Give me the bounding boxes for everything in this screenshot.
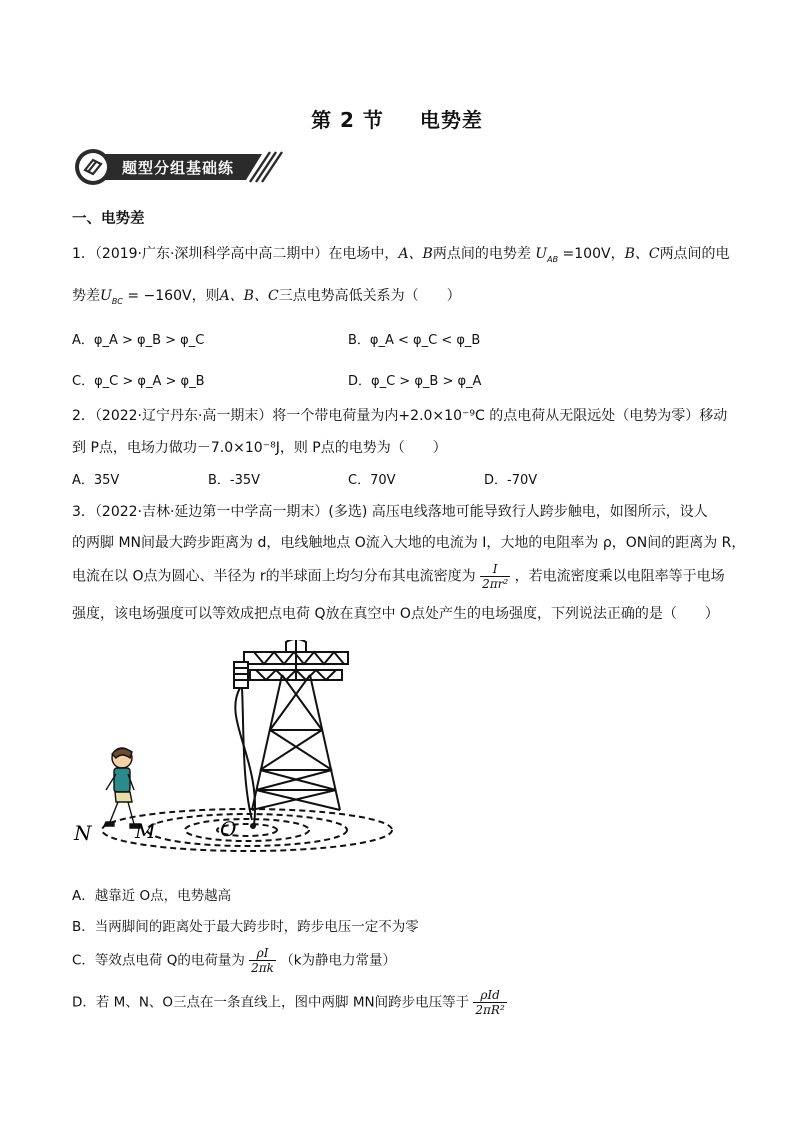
q3-line3: 电流在以 O点为圆心、半径为 r的半球面上均匀分布其电流密度为 $\frac{I}{\text{2πr²}}$ ，若电流密度乘以电阻率等于电场 xyxy=(72,562,725,591)
q1-option-c: C．φ_C > φ_A > φ_B xyxy=(72,374,205,389)
q2-option-c: C．70V xyxy=(348,473,396,488)
q1-line1: 1．（2019·广东·深圳科学高中高二期中）在电场中，A、B两点间的电势差 $U_{AB} =100V$，B、C两点间的电 xyxy=(72,246,730,264)
q1-option-a: A．φ_A > φ_B > φ_C xyxy=(72,333,205,348)
q3-option-c: C．等效点电荷 Q的电荷量为 $\frac{\rho I}{2\pi k}$ （k为静电力常量） xyxy=(72,946,397,975)
q1-line2: 势差$U_{BC} = -160V$，则A、B、C三点电势高低关系为（ ） xyxy=(72,288,461,306)
section-number: 第 2 节 xyxy=(311,108,384,132)
step-voltage-figure xyxy=(72,640,402,855)
q2-option-a: A．35V xyxy=(72,473,120,488)
q3-line4: 强度，该电场强度可以等效成把点电荷 Q放在真空中 O点处产生的电场强度，下列说法正确的是（ ） xyxy=(72,606,719,622)
q2-line2: 到 P点，电场力做功－7.0×10⁻⁸J，则 P点的电势为（ ） xyxy=(72,440,447,456)
section-topic: 电势差 xyxy=(419,108,483,132)
q2-option-d: D．-70V xyxy=(484,473,538,488)
step-voltage-fraction: $\frac{\text{ρId}}{\text{2πR²}}$ xyxy=(475,988,505,1017)
q3-line1: 3．（2022·吉林·延边第一中学高一期末）(多选) 高压电线落地可能导致行人跨步触电，如图所示，设人 xyxy=(72,504,708,520)
power-tower xyxy=(234,640,348,825)
ground-point-o xyxy=(250,823,256,829)
label-n: N xyxy=(74,821,92,845)
q3-option-b: B．当两脚间的距离处于最大跨步时，跨步电压一定不为零 xyxy=(72,919,419,935)
section-heading: 一、电势差 xyxy=(72,211,145,227)
label-m: M xyxy=(135,819,156,843)
q2-option-b: B．-35V xyxy=(208,473,261,488)
label-o: O xyxy=(220,817,237,841)
q1-option-b: B．φ_A < φ_C < φ_B xyxy=(348,333,481,348)
banner-label: 题型分组基础练 xyxy=(122,159,235,177)
q3-option-a: A．越靠近 O点，电势越高 xyxy=(72,888,232,904)
current-density-fraction: $\frac{I}{\text{2πr²}}$ xyxy=(482,562,509,591)
q3-option-d: D．若 M、N、O三点在一条直线上，图中两脚 MN间跨步电压等于 $\frac{\text{ρId}}{\text{2πR²}}$ xyxy=(72,988,505,1017)
page-title xyxy=(0,104,794,133)
charge-fraction: $\frac{\rho I}{2\pi k}$ xyxy=(251,946,274,975)
q3-line2: 的两脚 MN间最大跨步距离为 d，电线触地点 O流入大地的电流为 I，大地的电阻率为 ρ，ON间的距离为 R， xyxy=(72,535,746,551)
q2-line1: 2．（2022·辽宁丹东·高一期末）将一个带电荷量为内+2.0×10⁻⁹C 的点电荷从无限远处（电势为零）移动 xyxy=(72,408,728,424)
q1-option-d: D．φ_C > φ_B > φ_A xyxy=(348,374,482,389)
